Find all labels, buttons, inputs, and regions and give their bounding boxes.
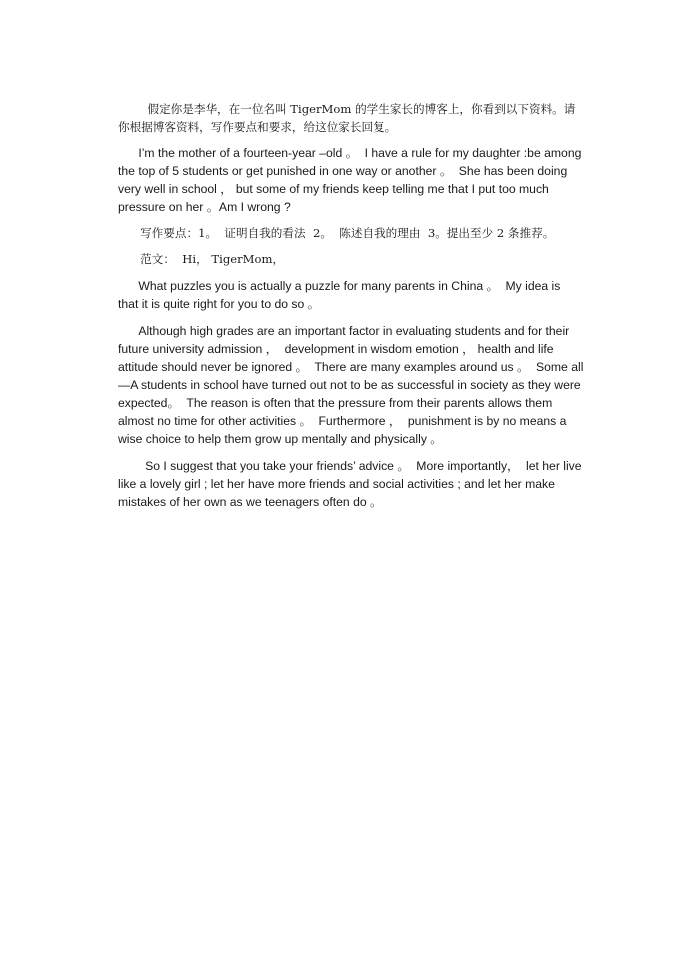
blog-post-text: I’m the mother of a fourteen-year –old 。 I have a rule for my daughter :be among the top of 5 students or get punished in one way or another 。 She has been doing very well in school ， but some of my friends keep telling me that I put too much pressure on her 。Am I wrong ? xyxy=(118,146,585,214)
spacer xyxy=(118,268,584,277)
task-instructions: 假定你是李华，在一位名叫 TigerMom 的学生家长的博客上，你看到以下资料。请你根据博客资料，写作要点和要求，给这位家长回复。 xyxy=(118,102,576,134)
sample-greeting: 范文： Hi， TigerMom， xyxy=(118,252,285,266)
sample-paragraph-3: So I suggest that you take your friends’ advice 。 More importantly， let her live like a lovely girl ; let her have more friends and social activities ; and let her make mistakes of her own as we teenagers often do 。 xyxy=(118,459,585,509)
spacer xyxy=(118,242,584,250)
sample-paragraph-1: What puzzles you is actually a puzzle for many parents in China 。 My idea is that it is quite right for you to do so 。 xyxy=(118,279,564,311)
spacer xyxy=(118,136,584,144)
writing-points: 写作要点：1。 证明自我的看法 2。 陈述自我的理由 3。提出至少 2 条推荐。 xyxy=(118,226,555,240)
spacer xyxy=(118,216,584,224)
sample-paragraph-2: Although high grades are an important factor in evaluating students and for their future university admission ， development in wisdom emotion ， health and life attitude should never be ignored 。 There are many examples around us 。 Some all —A students in school have turned out not to be as successful in society as they were expected。 The reason is often that the pressure from their parents allows them almost no time for other activities 。 Furthermore ， punishment is by no means a wise choice to help them grow up mentally and physically 。 xyxy=(118,324,587,446)
spacer xyxy=(118,313,584,322)
document-page xyxy=(118,100,587,511)
spacer xyxy=(118,448,584,457)
